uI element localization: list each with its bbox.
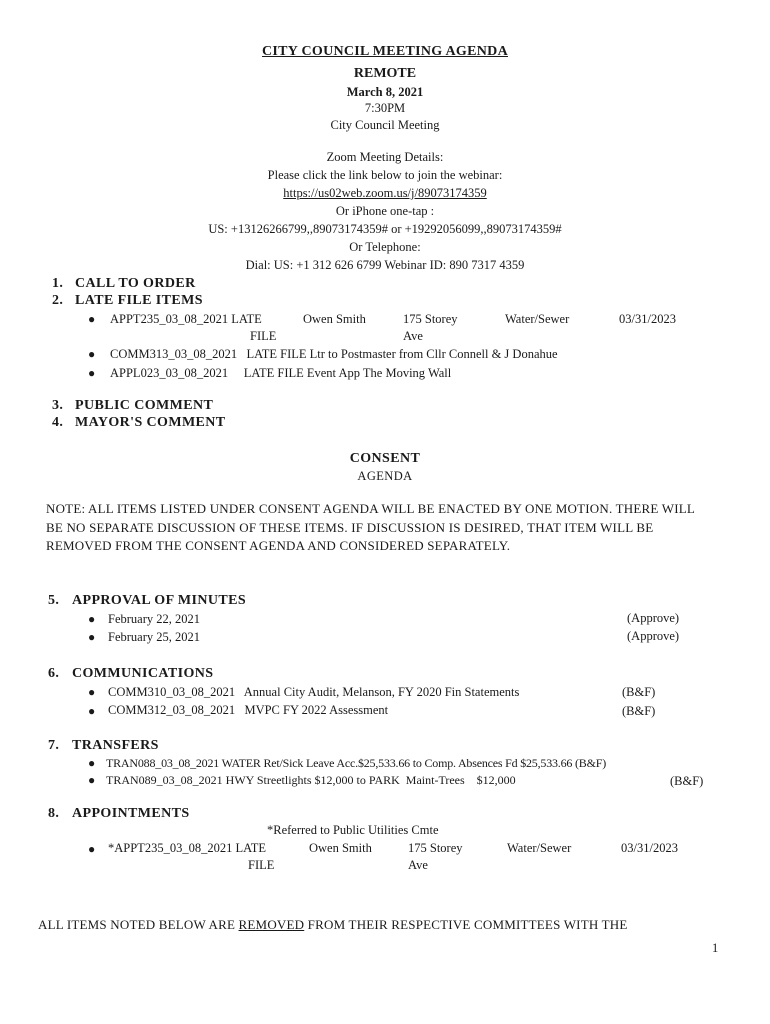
bullet-icon: ● bbox=[88, 312, 96, 326]
appt-address: 175 Storey bbox=[408, 841, 463, 855]
iphone-label: Or iPhone one-tap : bbox=[335, 204, 435, 218]
footer-text-post: FROM THEIR RESPECTIVE COMMITTEES WITH THE bbox=[304, 917, 628, 932]
page-number: 1 bbox=[712, 941, 719, 955]
section-3-heading: PUBLIC COMMENT bbox=[75, 398, 214, 413]
section-2-heading: LATE FILE ITEMS bbox=[75, 293, 203, 308]
list-item: February 25, 2021 bbox=[108, 630, 200, 644]
meeting-date: March 8, 2021 bbox=[346, 85, 424, 99]
consent-heading: CONSENT bbox=[349, 451, 421, 466]
bullet-icon: ● bbox=[88, 756, 96, 770]
section-5-heading: APPROVAL OF MINUTES bbox=[72, 593, 247, 608]
section-1-number: 1. bbox=[52, 276, 64, 291]
referred-note: *Referred to Public Utilities Cmte bbox=[267, 823, 439, 837]
appt-address-cont: Ave bbox=[408, 858, 428, 872]
late-appt-address: 175 Storey bbox=[403, 312, 458, 326]
section-8-heading: APPOINTMENTS bbox=[72, 806, 190, 821]
late-appt-name: Owen Smith bbox=[303, 312, 366, 326]
list-item: TRAN089_03_08_2021 HWY Streetlights $12,000 to PARK Maint-Trees $12,000 bbox=[106, 773, 516, 787]
section-7-heading: TRANSFERS bbox=[72, 738, 159, 753]
action-label: (Approve) bbox=[627, 629, 680, 643]
bullet-icon: ● bbox=[88, 612, 96, 626]
section-5-number: 5. bbox=[48, 593, 60, 608]
meeting-name: City Council Meeting bbox=[330, 118, 440, 132]
appt-department: Water/Sewer bbox=[507, 841, 572, 855]
appt-date: 03/31/2023 bbox=[621, 841, 678, 855]
action-label: (B&F) bbox=[622, 685, 656, 699]
bullet-icon: ● bbox=[88, 704, 96, 718]
appt-code: *APPT235_03_08_2021 LATE bbox=[108, 841, 266, 855]
list-item: February 22, 2021 bbox=[108, 612, 200, 626]
list-item: COMM310_03_08_2021 Annual City Audit, Melanson, FY 2020 Fin Statements bbox=[108, 685, 520, 699]
bullet-icon: ● bbox=[88, 842, 96, 856]
late-appt-code: APPT235_03_08_2021 LATE bbox=[110, 312, 262, 326]
section-4-number: 4. bbox=[52, 415, 64, 430]
list-item: TRAN088_03_08_2021 WATER Ret/Sick Leave Acc.$25,533.66 to Comp. Absences Fd $25,533.66 (B&F) bbox=[106, 756, 607, 770]
iphone-numbers: US: +13126266799,,89073174359# or +19292056099,,89073174359# bbox=[208, 222, 562, 236]
action-label: (B&F) bbox=[622, 704, 656, 718]
consent-subheading: AGENDA bbox=[357, 469, 413, 483]
bullet-icon: ● bbox=[88, 630, 96, 644]
section-8-number: 8. bbox=[48, 806, 60, 821]
footer-text bbox=[38, 917, 628, 933]
section-4-heading: MAYOR'S COMMENT bbox=[75, 415, 226, 430]
section-1-heading: CALL TO ORDER bbox=[75, 276, 196, 291]
appt-code-cont: FILE bbox=[248, 858, 275, 872]
page-title: CITY COUNCIL MEETING AGENDA bbox=[261, 44, 508, 59]
footer-text-removed: REMOVED bbox=[238, 917, 305, 932]
bullet-icon: ● bbox=[88, 773, 96, 787]
late-appt-address-cont: Ave bbox=[403, 329, 423, 343]
late-appt-code-cont: FILE bbox=[250, 329, 277, 343]
late-appt-department: Water/Sewer bbox=[505, 312, 570, 326]
subtitle-remote: REMOTE bbox=[353, 66, 417, 81]
list-item: COMM313_03_08_2021 LATE FILE Ltr to Postmaster from Cllr Connell & J Donahue bbox=[110, 347, 558, 361]
action-label: (Approve) bbox=[627, 611, 680, 625]
section-3-number: 3. bbox=[52, 398, 64, 413]
meeting-time: 7:30PM bbox=[364, 101, 406, 115]
list-item: APPL023_03_08_2021 LATE FILE Event App The Moving Wall bbox=[110, 366, 452, 380]
section-6-heading: COMMUNICATIONS bbox=[72, 666, 214, 681]
telephone-label: Or Telephone: bbox=[349, 240, 421, 254]
section-2-number: 2. bbox=[52, 293, 64, 308]
bullet-icon: ● bbox=[88, 366, 96, 380]
consent-note: NOTE: ALL ITEMS LISTED UNDER CONSENT AGENDA WILL BE ENACTED BY ONE MOTION. THERE WILL BE NO SEPARATE DISCUSSION OF THESE ITEMS. IF DISCUSSION IS DESIRED, THAT ITEM WILL BE REMOVED FROM THE CONSENT AGENDA AND CONSIDERED SEPARATELY. bbox=[46, 501, 695, 553]
dial-info: Dial: US: +1 312 626 6799 Webinar ID: 890 7317 4359 bbox=[245, 258, 525, 272]
bullet-icon: ● bbox=[88, 685, 96, 699]
zoom-details-label: Zoom Meeting Details: bbox=[326, 150, 444, 164]
section-7-number: 7. bbox=[48, 738, 60, 753]
bullet-icon: ● bbox=[88, 347, 96, 361]
late-appt-date: 03/31/2023 bbox=[619, 312, 676, 326]
section-6-number: 6. bbox=[48, 666, 60, 681]
list-item: COMM312_03_08_2021 MVPC FY 2022 Assessment bbox=[108, 703, 389, 717]
footer-text-pre: ALL ITEMS NOTED BELOW ARE bbox=[38, 917, 239, 932]
appt-name: Owen Smith bbox=[309, 841, 372, 855]
action-label: (B&F) bbox=[670, 774, 704, 788]
zoom-link[interactable]: https://us02web.zoom.us/j/89073174359 bbox=[283, 186, 487, 200]
zoom-instruction: Please click the link below to join the webinar: bbox=[267, 168, 503, 182]
